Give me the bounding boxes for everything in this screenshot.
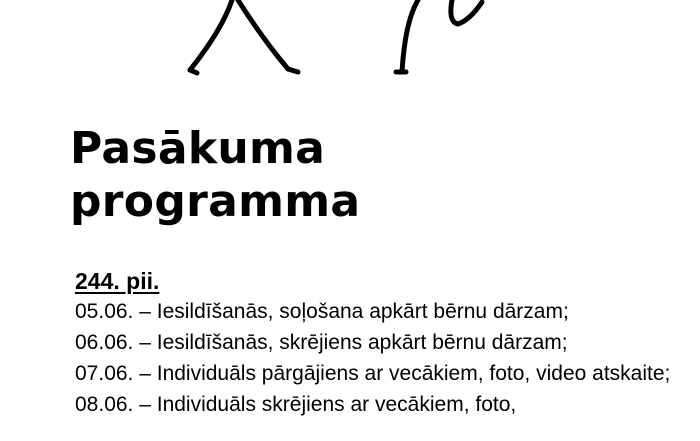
title-line-2: programma bbox=[70, 176, 361, 227]
walking-legs-icon bbox=[190, 0, 298, 73]
program-schedule bbox=[75, 266, 695, 420]
schedule-entry: 05.06. – Iesildīšanās, soļošana apkārt bērnu dārzam; bbox=[75, 300, 569, 323]
running-figure-icon bbox=[396, 0, 482, 72]
schedule-entry: 07.06. – Individuāls pārgājiens ar vecākiem, foto, video atskaite; bbox=[75, 362, 671, 385]
group-heading: 244. pii. bbox=[75, 268, 160, 294]
figures-illustration bbox=[0, 0, 700, 90]
title-line-1: Pasākuma bbox=[70, 123, 326, 174]
schedule-entry: 08.06. – Individuāls skrējiens ar vecākiem, foto, bbox=[75, 393, 517, 416]
page-title bbox=[70, 122, 360, 228]
schedule-entry: 06.06. – Iesildīšanās, skrējiens apkārt bērnu dārzam; bbox=[75, 331, 568, 354]
